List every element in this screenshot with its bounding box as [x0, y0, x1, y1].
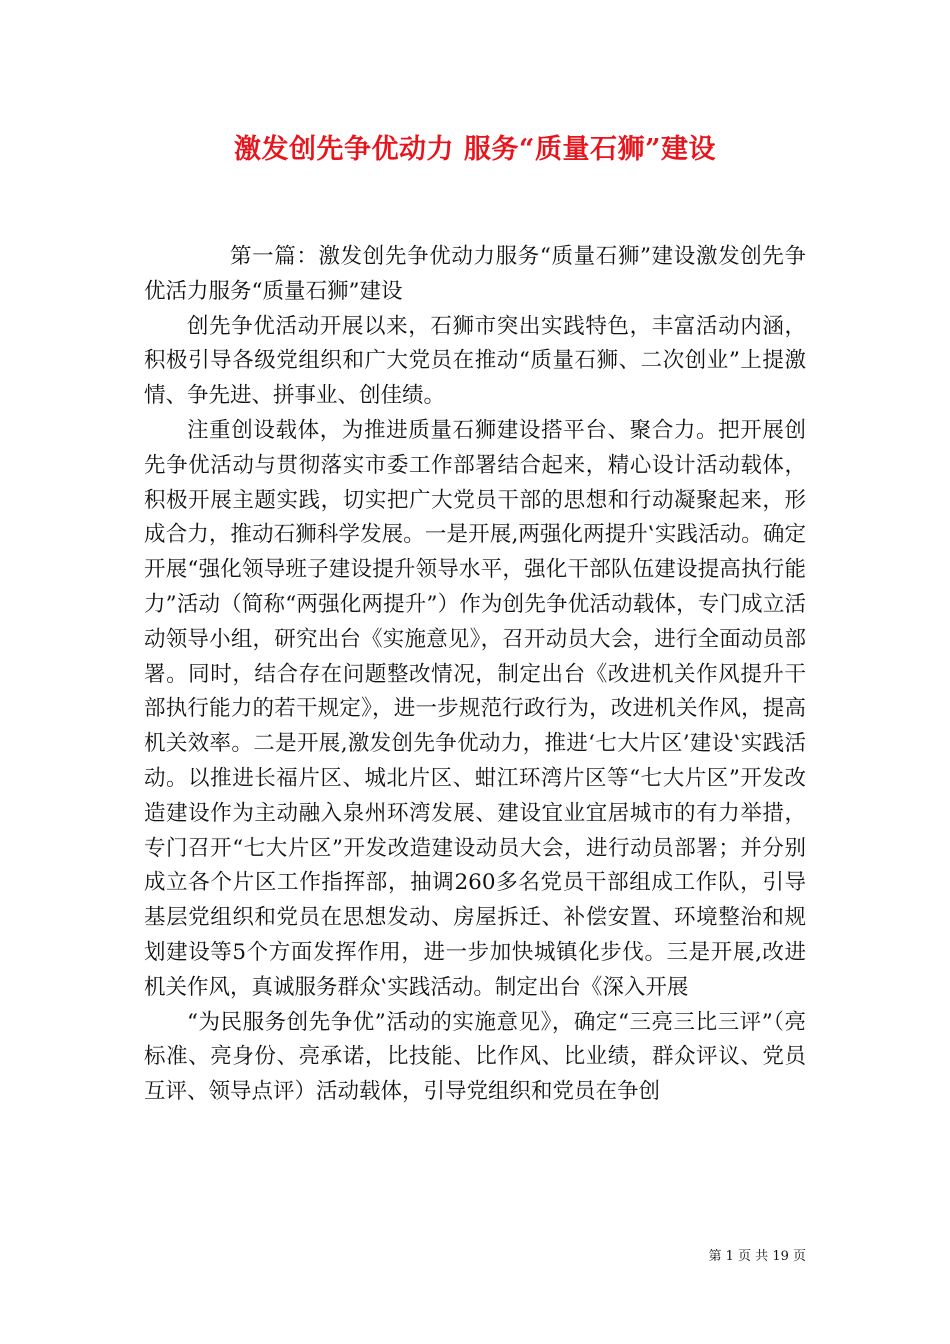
paragraph-intro: 创先争优活动开展以来，石狮市突出实践特色，丰富活动内涵，积极引导各级党组织和广大党员在推动“质量石狮、二次创业”上提激情、争先进、拼事业、创佳绩。: [144, 313, 806, 409]
page-number: 第 1 页 共 19 页: [708, 1249, 806, 1264]
paragraph-carriers: 注重创设载体，为推进质量石狮建设搭平台、聚合力。把开展创先争优活动与贯彻落实市委工作部署结合起来，精心设计活动载体，积极开展主题实践，切实把广大党员干部的思想和行动凝聚起来，形成合力，推动石狮科学发展。一是开展‚两强化两提升‛实践活动。确定开展“强化领导班子建设提升领导水平，强化干部队伍建设提高执行能力”活动（简称“两强化两提升”）作为创先争优活动载体，专门成立活动领导小组，研究出台《实施意见》，召开动员大会，进行全面动员部署。同时，结合存在问题整改情况，制定出台《改进机关作风提升干部执行能力的若干规定》，进一步规范行政行为，改进机关作风，提高机关效率。二是开展‚激发创先争优动力，推进‘七大片区’建设‛实践活动。以推进长福片区、城北片区、蚶江环湾片区等“七大片区”开发改造建设作为主动融入泉州环湾发展、建设宜业宜居城市的有力举措，专门召开“七大片区”开发改造建设动员大会，进行动员部署；并分别成立各个片区工作指挥部，抽调260多名党员干部组成工作队，引导基层党组织和党员在思想发动、房屋拆迁、补偿安置、环境整治和规划建设等5个方面发挥作用，进一步加快城镇化步伐。三是开展‚改进机关作风，真诚服务群众‛实践活动。制定出台《深入开展: [144, 417, 806, 1000]
paragraph-article-heading: 第一篇：激发创先争优动力服务“质量石狮”建设激发创先争优活力服务“质量石狮”建设: [144, 244, 806, 304]
paragraph-continuation: “为民服务创先争优”活动的实施意见》，确定“三亮三比三评”（亮标准、亮身份、亮承诺，比技能、比作风、比业绩，群众评议、党员互评、领导点评）活动载体，引导党组织和党员在争创: [144, 1009, 806, 1105]
document-title: 激发创先争优动力 服务“质量石狮”建设: [234, 134, 716, 165]
document-body: [144, 240, 806, 1110]
